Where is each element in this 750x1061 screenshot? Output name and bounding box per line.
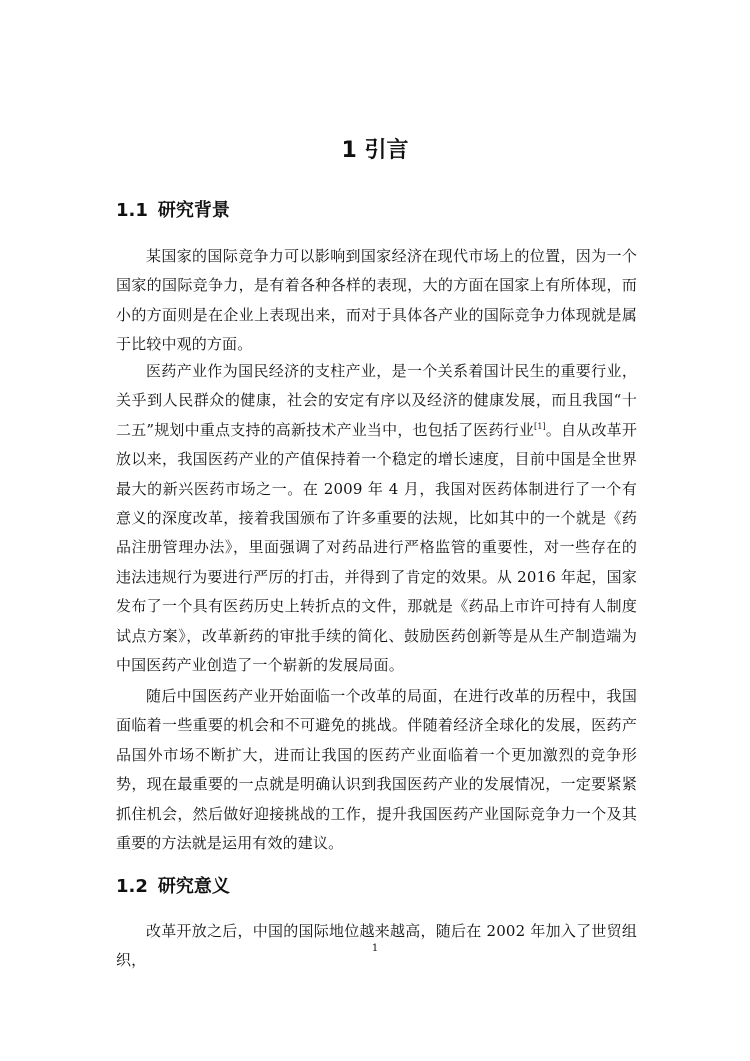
- page-number: 1: [371, 943, 379, 954]
- paragraph-text: 。自从改革开放以来，我国医药产业的产值保持着一个稳定的增长速度，目前中国是全世界最大的新兴医药市场之一。在 2009 年 4 月，我国对医药体制进行了一个有意义的深度改革，接着我国颁布了许多重要的法规，比如其中的一个就是《药品注册管理办法》，里面强调了对药品进行严格监管的重要性，对一些存在的违法违规行为要进行严厉的打击，并得到了肯定的效果。从 2016 年起，国家发布了一个具有医药历史上转折点的文件，那就是《药品上市许可持有人制度试点方案》，改革新药的审批手续的简化、鼓励医药创新等是从生产制造端为中国医药产业创造了一个崭新的发展局面。: [116, 420, 637, 675]
- section-number: 1.1: [116, 200, 148, 221]
- section-number: 1.2: [116, 876, 148, 897]
- section-heading-1-2: [116, 874, 230, 900]
- paragraph: 某国家的国际竞争力可以影响到国家经济在现代市场上的位置，因为一个国家的国际竞争力，是有着各种各样的表现，大的方面在国家上有所体现，而小的方面则是在企业上表现出来，而对于具体各产业的国际竞争力体现就是属于比较中观的方面。: [116, 247, 637, 354]
- paragraph: 随后中国医药产业开始面临一个改革的局面，在进行改革的历程中，我国面临着一些重要的机会和不可避免的挑战。伴随着经济全球化的发展，医药产品国外市场不断扩大，进而让我国的医药产业面临着一个更加激烈的竞争形势，现在最重要的一点就是明确认识到我国医药产业的发展情况，一定要紧紧抓住机会，然后做好迎接挑战的工作，提升我国医药产业国际竞争力一个及其重要的方法就是运用有效的建议。: [116, 687, 637, 853]
- section-title: 研究背景: [157, 200, 230, 221]
- section-title: 研究意义: [157, 876, 230, 897]
- paragraph: 改革开放之后，中国的国际地位越来越高，随后在 2002 年加入了世贸组织，: [116, 922, 637, 970]
- section-heading-1-1: [116, 198, 230, 224]
- citation-reference: [1]: [534, 421, 546, 431]
- paragraph: [116, 357, 637, 680]
- paragraph-text: 医药产业作为国民经济的支柱产业，是一个关系着国计民生的重要行业，关乎到人民群众的健康，社会的安定有序以及经济的健康发展，而且我国“十二五”规划中重点支持的高新技术产业当中，也包括了医药行业: [116, 362, 637, 439]
- chapter-title: 1 引言: [341, 138, 409, 163]
